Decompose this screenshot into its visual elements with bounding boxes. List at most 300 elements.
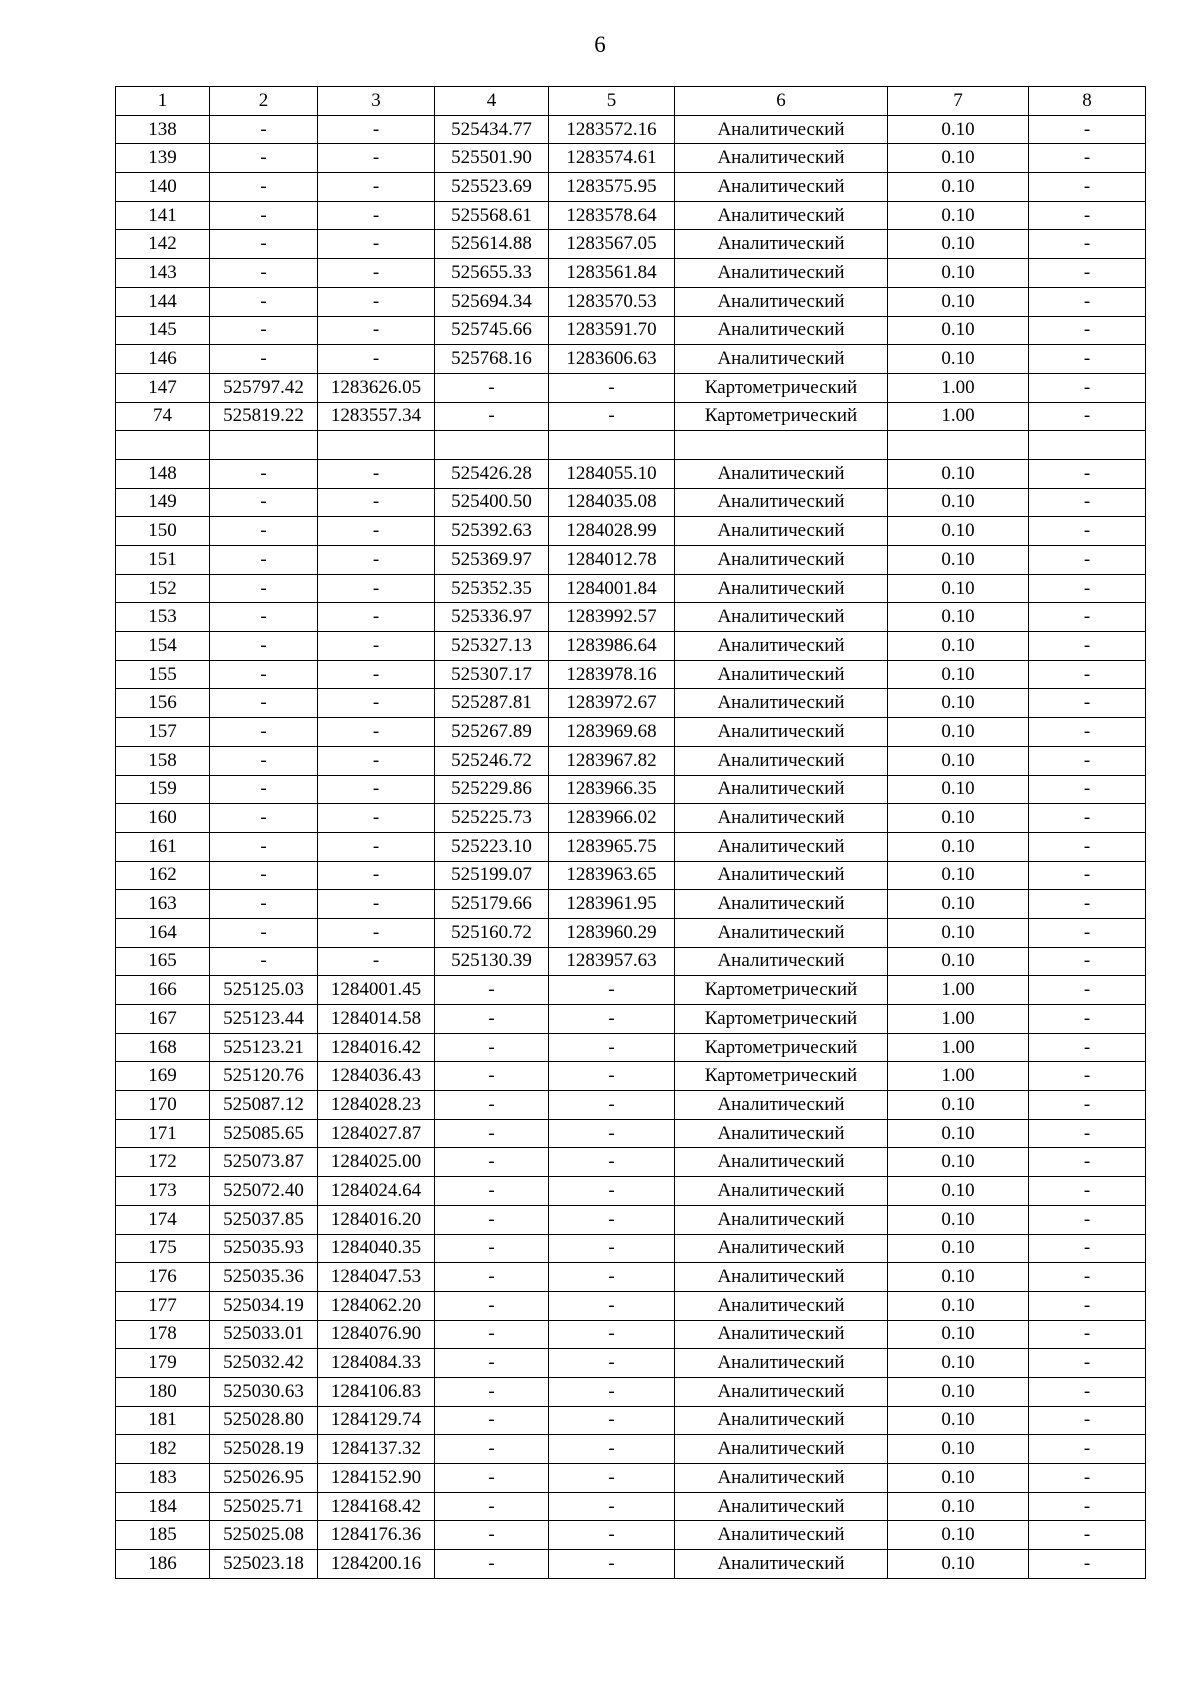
method-cell: Аналитический xyxy=(675,201,888,230)
table-row xyxy=(116,746,1146,775)
x-old-cell: - xyxy=(210,459,318,488)
point-number-cell: 180 xyxy=(116,1377,210,1406)
x-old-cell: 525030.63 xyxy=(210,1377,318,1406)
method-cell: Аналитический xyxy=(675,574,888,603)
accuracy-cell: 0.10 xyxy=(888,1234,1029,1263)
method-cell: Аналитический xyxy=(675,775,888,804)
table-row xyxy=(116,546,1146,575)
description-cell: - xyxy=(1029,144,1146,173)
y-new-cell: - xyxy=(549,1291,675,1320)
y-old-cell: - xyxy=(318,832,435,861)
x-new-cell: 525392.63 xyxy=(435,517,549,546)
accuracy-cell: 0.10 xyxy=(888,1492,1029,1521)
table-row xyxy=(116,1492,1146,1521)
header-cell-2: 2 xyxy=(210,87,318,116)
y-old-cell: - xyxy=(318,546,435,575)
y-new-cell: 1283591.70 xyxy=(549,316,675,345)
point-number-cell xyxy=(116,431,210,460)
x-old-cell: - xyxy=(210,517,318,546)
description-cell xyxy=(1029,431,1146,460)
y-new-cell: - xyxy=(549,1148,675,1177)
point-number-cell: 155 xyxy=(116,660,210,689)
method-cell xyxy=(675,431,888,460)
x-old-cell: 525035.36 xyxy=(210,1263,318,1292)
y-old-cell: 1283626.05 xyxy=(318,373,435,402)
method-cell: Аналитический xyxy=(675,660,888,689)
header-cell-7: 7 xyxy=(888,87,1029,116)
accuracy-cell: 0.10 xyxy=(888,115,1029,144)
y-new-cell: 1283561.84 xyxy=(549,259,675,288)
y-new-cell: 1283574.61 xyxy=(549,144,675,173)
table-row xyxy=(116,345,1146,374)
x-old-cell: - xyxy=(210,546,318,575)
y-new-cell: 1283567.05 xyxy=(549,230,675,259)
table-row xyxy=(116,144,1146,173)
point-number-cell: 186 xyxy=(116,1550,210,1579)
method-cell: Картометрический xyxy=(675,976,888,1005)
point-number-cell: 166 xyxy=(116,976,210,1005)
x-old-cell: 525035.93 xyxy=(210,1234,318,1263)
y-old-cell: - xyxy=(318,918,435,947)
description-cell: - xyxy=(1029,1177,1146,1206)
table-header xyxy=(116,87,1146,116)
y-new-cell: 1283961.95 xyxy=(549,890,675,919)
x-old-cell: 525087.12 xyxy=(210,1091,318,1120)
header-row xyxy=(116,87,1146,116)
x-new-cell: 525267.89 xyxy=(435,718,549,747)
point-number-cell: 152 xyxy=(116,574,210,603)
point-number-cell: 146 xyxy=(116,345,210,374)
y-old-cell: 1284016.20 xyxy=(318,1205,435,1234)
x-new-cell: - xyxy=(435,1091,549,1120)
point-number-cell: 151 xyxy=(116,546,210,575)
x-new-cell: 525223.10 xyxy=(435,832,549,861)
y-old-cell: - xyxy=(318,517,435,546)
method-cell: Аналитический xyxy=(675,316,888,345)
accuracy-cell: 1.00 xyxy=(888,1062,1029,1091)
table-row xyxy=(116,1435,1146,1464)
y-new-cell: - xyxy=(549,1406,675,1435)
description-cell: - xyxy=(1029,1234,1146,1263)
y-new-cell: 1284001.84 xyxy=(549,574,675,603)
y-new-cell: - xyxy=(549,402,675,431)
x-old-cell: - xyxy=(210,287,318,316)
y-new-cell: - xyxy=(549,373,675,402)
method-cell: Аналитический xyxy=(675,488,888,517)
point-number-cell: 147 xyxy=(116,373,210,402)
y-new-cell: 1283606.63 xyxy=(549,345,675,374)
point-number-cell: 153 xyxy=(116,603,210,632)
description-cell: - xyxy=(1029,861,1146,890)
point-number-cell: 159 xyxy=(116,775,210,804)
y-old-cell: 1284137.32 xyxy=(318,1435,435,1464)
x-new-cell: 525501.90 xyxy=(435,144,549,173)
point-number-cell: 182 xyxy=(116,1435,210,1464)
point-number-cell: 165 xyxy=(116,947,210,976)
accuracy-cell xyxy=(888,431,1029,460)
method-cell: Аналитический xyxy=(675,230,888,259)
point-number-cell: 170 xyxy=(116,1091,210,1120)
description-cell: - xyxy=(1029,660,1146,689)
x-old-cell: 525025.08 xyxy=(210,1521,318,1550)
x-new-cell: 525369.97 xyxy=(435,546,549,575)
y-new-cell: 1283969.68 xyxy=(549,718,675,747)
x-old-cell: 525037.85 xyxy=(210,1205,318,1234)
table-row xyxy=(116,574,1146,603)
y-old-cell: 1283557.34 xyxy=(318,402,435,431)
x-new-cell: 525768.16 xyxy=(435,345,549,374)
y-new-cell: 1283992.57 xyxy=(549,603,675,632)
accuracy-cell: 0.10 xyxy=(888,316,1029,345)
x-old-cell: 525028.19 xyxy=(210,1435,318,1464)
x-new-cell: 525287.81 xyxy=(435,689,549,718)
method-cell: Аналитический xyxy=(675,1234,888,1263)
table-row xyxy=(116,918,1146,947)
y-new-cell: 1283966.02 xyxy=(549,804,675,833)
x-old-cell: - xyxy=(210,660,318,689)
x-new-cell: 525199.07 xyxy=(435,861,549,890)
method-cell: Аналитический xyxy=(675,1406,888,1435)
method-cell: Аналитический xyxy=(675,144,888,173)
point-number-cell: 183 xyxy=(116,1464,210,1493)
accuracy-cell: 0.10 xyxy=(888,1435,1029,1464)
method-cell: Аналитический xyxy=(675,287,888,316)
point-number-cell: 172 xyxy=(116,1148,210,1177)
table-row xyxy=(116,1291,1146,1320)
table-row xyxy=(116,947,1146,976)
description-cell: - xyxy=(1029,918,1146,947)
y-new-cell: 1283957.63 xyxy=(549,947,675,976)
y-old-cell: - xyxy=(318,632,435,661)
x-old-cell: 525023.18 xyxy=(210,1550,318,1579)
y-old-cell: - xyxy=(318,115,435,144)
method-cell: Аналитический xyxy=(675,1349,888,1378)
accuracy-cell: 0.10 xyxy=(888,1464,1029,1493)
y-old-cell: - xyxy=(318,287,435,316)
x-new-cell: 525434.77 xyxy=(435,115,549,144)
y-old-cell: 1284036.43 xyxy=(318,1062,435,1091)
accuracy-cell: 0.10 xyxy=(888,201,1029,230)
description-cell: - xyxy=(1029,230,1146,259)
description-cell: - xyxy=(1029,1263,1146,1292)
description-cell: - xyxy=(1029,1349,1146,1378)
y-new-cell: - xyxy=(549,1263,675,1292)
point-number-cell: 181 xyxy=(116,1406,210,1435)
description-cell: - xyxy=(1029,402,1146,431)
description-cell: - xyxy=(1029,947,1146,976)
x-old-cell: - xyxy=(210,632,318,661)
description-cell: - xyxy=(1029,632,1146,661)
x-old-cell: - xyxy=(210,259,318,288)
table-row xyxy=(116,660,1146,689)
accuracy-cell: 1.00 xyxy=(888,402,1029,431)
y-old-cell: 1284062.20 xyxy=(318,1291,435,1320)
method-cell: Аналитический xyxy=(675,1550,888,1579)
y-new-cell: - xyxy=(549,1234,675,1263)
accuracy-cell: 0.10 xyxy=(888,1291,1029,1320)
accuracy-cell: 0.10 xyxy=(888,1377,1029,1406)
y-new-cell: - xyxy=(549,1521,675,1550)
point-number-cell: 177 xyxy=(116,1291,210,1320)
x-new-cell: - xyxy=(435,1377,549,1406)
x-old-cell: 525028.80 xyxy=(210,1406,318,1435)
description-cell: - xyxy=(1029,287,1146,316)
x-new-cell: - xyxy=(435,1435,549,1464)
y-old-cell: - xyxy=(318,947,435,976)
accuracy-cell: 0.10 xyxy=(888,603,1029,632)
x-old-cell: - xyxy=(210,718,318,747)
description-cell: - xyxy=(1029,1091,1146,1120)
y-old-cell: - xyxy=(318,488,435,517)
description-cell: - xyxy=(1029,488,1146,517)
header-cell-4: 4 xyxy=(435,87,549,116)
x-new-cell: 525694.34 xyxy=(435,287,549,316)
y-old-cell: - xyxy=(318,259,435,288)
method-cell: Аналитический xyxy=(675,1148,888,1177)
x-old-cell: - xyxy=(210,775,318,804)
method-cell: Картометрический xyxy=(675,1005,888,1034)
x-old-cell: - xyxy=(210,144,318,173)
page-number: 6 xyxy=(594,32,606,57)
method-cell: Аналитический xyxy=(675,1205,888,1234)
y-new-cell: - xyxy=(549,1119,675,1148)
point-number-cell: 179 xyxy=(116,1349,210,1378)
x-new-cell: - xyxy=(435,1349,549,1378)
y-old-cell: 1284076.90 xyxy=(318,1320,435,1349)
description-cell: - xyxy=(1029,832,1146,861)
y-old-cell: 1284106.83 xyxy=(318,1377,435,1406)
accuracy-cell: 1.00 xyxy=(888,976,1029,1005)
description-cell: - xyxy=(1029,1550,1146,1579)
table-row xyxy=(116,1005,1146,1034)
y-old-cell: 1284028.23 xyxy=(318,1091,435,1120)
table-row xyxy=(116,1177,1146,1206)
x-new-cell: 525179.66 xyxy=(435,890,549,919)
method-cell: Аналитический xyxy=(675,1119,888,1148)
accuracy-cell: 0.10 xyxy=(888,144,1029,173)
x-new-cell: 525130.39 xyxy=(435,947,549,976)
coordinates-table xyxy=(115,86,1146,1579)
description-cell: - xyxy=(1029,1291,1146,1320)
x-new-cell: - xyxy=(435,1320,549,1349)
method-cell: Аналитический xyxy=(675,603,888,632)
y-new-cell: - xyxy=(549,1492,675,1521)
point-number-cell: 164 xyxy=(116,918,210,947)
description-cell: - xyxy=(1029,1062,1146,1091)
x-new-cell: - xyxy=(435,1005,549,1034)
table-row xyxy=(116,1521,1146,1550)
point-number-cell: 168 xyxy=(116,1033,210,1062)
x-new-cell: - xyxy=(435,1177,549,1206)
point-number-cell: 184 xyxy=(116,1492,210,1521)
description-cell: - xyxy=(1029,1435,1146,1464)
y-new-cell: 1284012.78 xyxy=(549,546,675,575)
description-cell: - xyxy=(1029,1320,1146,1349)
point-number-cell: 74 xyxy=(116,402,210,431)
x-old-cell: - xyxy=(210,832,318,861)
y-old-cell: - xyxy=(318,804,435,833)
method-cell: Аналитический xyxy=(675,890,888,919)
point-number-cell: 176 xyxy=(116,1263,210,1292)
accuracy-cell: 0.10 xyxy=(888,1091,1029,1120)
y-old-cell: - xyxy=(318,861,435,890)
x-new-cell: 525523.69 xyxy=(435,173,549,202)
y-new-cell: - xyxy=(549,1464,675,1493)
accuracy-cell: 0.10 xyxy=(888,660,1029,689)
accuracy-cell: 0.10 xyxy=(888,1320,1029,1349)
y-old-cell: 1284024.64 xyxy=(318,1177,435,1206)
accuracy-cell: 0.10 xyxy=(888,1148,1029,1177)
description-cell: - xyxy=(1029,1119,1146,1148)
accuracy-cell: 0.10 xyxy=(888,1177,1029,1206)
accuracy-cell: 0.10 xyxy=(888,488,1029,517)
accuracy-cell: 0.10 xyxy=(888,890,1029,919)
table-row xyxy=(116,804,1146,833)
y-new-cell: 1283575.95 xyxy=(549,173,675,202)
x-new-cell: - xyxy=(435,1521,549,1550)
y-old-cell: 1284016.42 xyxy=(318,1033,435,1062)
point-number-cell: 162 xyxy=(116,861,210,890)
y-old-cell: - xyxy=(318,230,435,259)
x-new-cell: 525568.61 xyxy=(435,201,549,230)
y-new-cell: - xyxy=(549,1177,675,1206)
x-old-cell: 525120.76 xyxy=(210,1062,318,1091)
y-new-cell: 1283960.29 xyxy=(549,918,675,947)
y-old-cell: 1284129.74 xyxy=(318,1406,435,1435)
accuracy-cell: 0.10 xyxy=(888,259,1029,288)
y-new-cell: 1283578.64 xyxy=(549,201,675,230)
table-row xyxy=(116,832,1146,861)
y-old-cell: 1284027.87 xyxy=(318,1119,435,1148)
x-old-cell: - xyxy=(210,947,318,976)
x-old-cell: - xyxy=(210,316,318,345)
x-new-cell xyxy=(435,431,549,460)
table-row xyxy=(116,173,1146,202)
y-old-cell: - xyxy=(318,173,435,202)
x-new-cell: - xyxy=(435,1464,549,1493)
point-number-cell: 142 xyxy=(116,230,210,259)
x-new-cell: - xyxy=(435,402,549,431)
description-cell: - xyxy=(1029,976,1146,1005)
y-new-cell: - xyxy=(549,1550,675,1579)
y-new-cell: - xyxy=(549,1033,675,1062)
method-cell: Аналитический xyxy=(675,918,888,947)
accuracy-cell: 0.10 xyxy=(888,746,1029,775)
y-old-cell: - xyxy=(318,718,435,747)
point-number-cell: 174 xyxy=(116,1205,210,1234)
y-new-cell: 1283570.53 xyxy=(549,287,675,316)
y-old-cell: 1284047.53 xyxy=(318,1263,435,1292)
x-new-cell: - xyxy=(435,976,549,1005)
x-old-cell: - xyxy=(210,345,318,374)
x-new-cell: 525655.33 xyxy=(435,259,549,288)
table-row xyxy=(116,373,1146,402)
x-old-cell: 525032.42 xyxy=(210,1349,318,1378)
method-cell: Аналитический xyxy=(675,861,888,890)
y-old-cell: 1284025.00 xyxy=(318,1148,435,1177)
method-cell: Аналитический xyxy=(675,1521,888,1550)
x-new-cell: 525327.13 xyxy=(435,632,549,661)
table-row xyxy=(116,1062,1146,1091)
point-number-cell: 167 xyxy=(116,1005,210,1034)
accuracy-cell: 0.10 xyxy=(888,689,1029,718)
y-new-cell: 1283967.82 xyxy=(549,746,675,775)
y-new-cell: - xyxy=(549,1320,675,1349)
accuracy-cell: 1.00 xyxy=(888,1033,1029,1062)
accuracy-cell: 0.10 xyxy=(888,546,1029,575)
x-old-cell: - xyxy=(210,574,318,603)
table-row xyxy=(116,603,1146,632)
y-new-cell: - xyxy=(549,1205,675,1234)
table-row xyxy=(116,718,1146,747)
table-row xyxy=(116,1406,1146,1435)
x-new-cell: - xyxy=(435,1263,549,1292)
y-new-cell: 1283572.16 xyxy=(549,115,675,144)
table-row xyxy=(116,230,1146,259)
point-number-cell: 140 xyxy=(116,173,210,202)
x-new-cell: - xyxy=(435,1234,549,1263)
x-new-cell: - xyxy=(435,1148,549,1177)
x-old-cell: - xyxy=(210,115,318,144)
y-new-cell: - xyxy=(549,1377,675,1406)
accuracy-cell: 0.10 xyxy=(888,718,1029,747)
accuracy-cell: 1.00 xyxy=(888,1005,1029,1034)
x-old-cell: 525797.42 xyxy=(210,373,318,402)
y-new-cell: 1284055.10 xyxy=(549,459,675,488)
point-number-cell: 160 xyxy=(116,804,210,833)
accuracy-cell: 0.10 xyxy=(888,459,1029,488)
x-new-cell: 525246.72 xyxy=(435,746,549,775)
y-new-cell: - xyxy=(549,1091,675,1120)
x-old-cell: - xyxy=(210,488,318,517)
method-cell: Аналитический xyxy=(675,173,888,202)
table-row xyxy=(116,259,1146,288)
table-row xyxy=(116,632,1146,661)
x-old-cell: 525073.87 xyxy=(210,1148,318,1177)
y-old-cell: - xyxy=(318,689,435,718)
description-cell: - xyxy=(1029,201,1146,230)
x-new-cell: 525225.73 xyxy=(435,804,549,833)
x-old-cell: - xyxy=(210,689,318,718)
accuracy-cell: 0.10 xyxy=(888,632,1029,661)
method-cell: Аналитический xyxy=(675,718,888,747)
accuracy-cell: 0.10 xyxy=(888,861,1029,890)
method-cell: Аналитический xyxy=(675,517,888,546)
method-cell: Аналитический xyxy=(675,746,888,775)
accuracy-cell: 0.10 xyxy=(888,230,1029,259)
description-cell: - xyxy=(1029,718,1146,747)
table-row xyxy=(116,1033,1146,1062)
description-cell: - xyxy=(1029,1521,1146,1550)
y-new-cell: 1283986.64 xyxy=(549,632,675,661)
x-old-cell: 525026.95 xyxy=(210,1464,318,1493)
y-old-cell: 1284200.16 xyxy=(318,1550,435,1579)
point-number-cell: 141 xyxy=(116,201,210,230)
y-old-cell: - xyxy=(318,144,435,173)
table-row xyxy=(116,1119,1146,1148)
table-row xyxy=(116,689,1146,718)
description-cell: - xyxy=(1029,1033,1146,1062)
table-row xyxy=(116,115,1146,144)
table-row xyxy=(116,1234,1146,1263)
method-cell: Аналитический xyxy=(675,832,888,861)
x-old-cell: - xyxy=(210,201,318,230)
y-old-cell: - xyxy=(318,201,435,230)
description-cell: - xyxy=(1029,459,1146,488)
y-new-cell: - xyxy=(549,1349,675,1378)
x-new-cell: 525336.97 xyxy=(435,603,549,632)
point-number-cell: 173 xyxy=(116,1177,210,1206)
